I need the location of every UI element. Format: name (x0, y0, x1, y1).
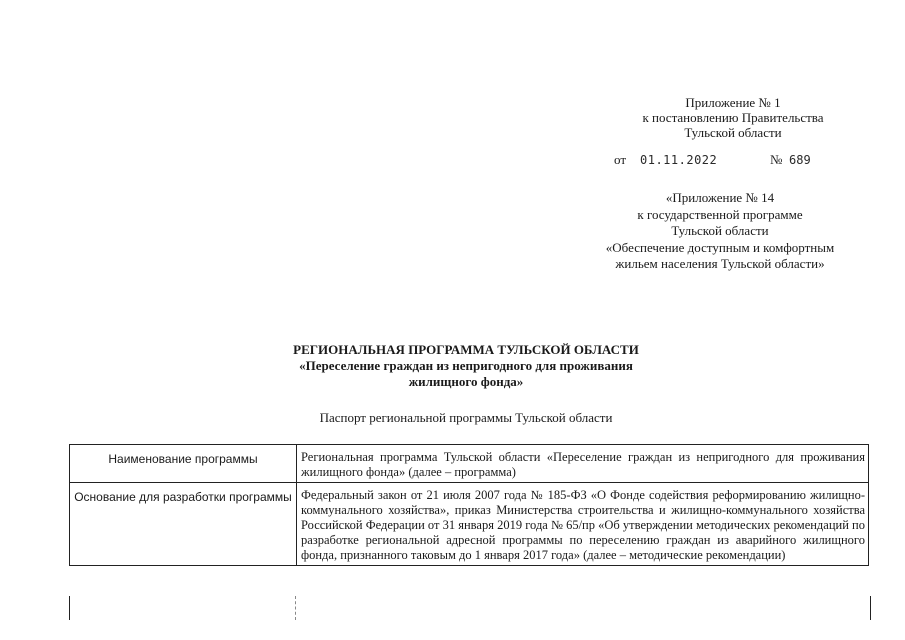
appendix-1-line-2: к постановлению Правительства (642, 110, 824, 125)
table-cell-value: Федеральный закон от 21 июля 2007 года № 185-ФЗ «О Фонде содействия реформированию жилищно-коммунального хозяйства», приказ Министерства строительства и жилищно-коммунального хозяйства Российской Федерации от 31 января 2019 года № 65/пр «Об утверждении методических рекомендаций по разработке региональной адресной программы по переселению граждан из аварийного жилищного фонда, признанного таковым до 1 января 2017 года» (далее – методические рекомендации) (297, 483, 869, 566)
table-row (70, 445, 869, 483)
program-title (160, 342, 772, 390)
appendix-14-line-2: к государственной программе (637, 206, 803, 222)
passport-heading: Паспорт региональной программы Тульской области (319, 410, 613, 425)
appendix-1-line-1: Приложение № 1 (685, 95, 781, 110)
table-continuation (69, 596, 871, 620)
decree-number: 689 (789, 153, 811, 167)
table-cell-value: Региональная программа Тульской области «Переселение граждан из непригодного для проживания жилищного фонда» (далее – программа) (297, 445, 869, 483)
column-divider (295, 596, 296, 620)
decree-date: 01.11.2022 (640, 153, 718, 167)
appendix-1-line-3: Тульской области (684, 125, 782, 140)
appendix-14-line-1: «Приложение № 14 (665, 190, 775, 205)
program-title-line-3: жилищного фонда» (408, 374, 524, 389)
table-cell-name: Наименование программы (70, 445, 297, 483)
appendix-14-line-5: жильем населения Тульской области» (615, 256, 825, 271)
program-title-line-1: РЕГИОНАЛЬНАЯ ПРОГРАММА ТУЛЬСКОЙ ОБЛАСТИ (293, 342, 639, 357)
appendix-14-header (580, 190, 860, 273)
passport-table (69, 444, 869, 566)
appendix-1-header (600, 95, 866, 140)
table-cell-name: Основание для разработки программы (70, 483, 297, 566)
program-title-line-2: «Переселение граждан из непригодного для проживания (299, 358, 633, 373)
appendix-14-line-4: «Обеспечение доступным и комфортным (605, 239, 835, 255)
table-row (70, 483, 869, 566)
decree-from-label: от (614, 152, 627, 167)
decree-number-label: № (770, 152, 783, 167)
appendix-14-line-3: Тульской области (671, 223, 769, 238)
decree-reference (612, 152, 832, 170)
